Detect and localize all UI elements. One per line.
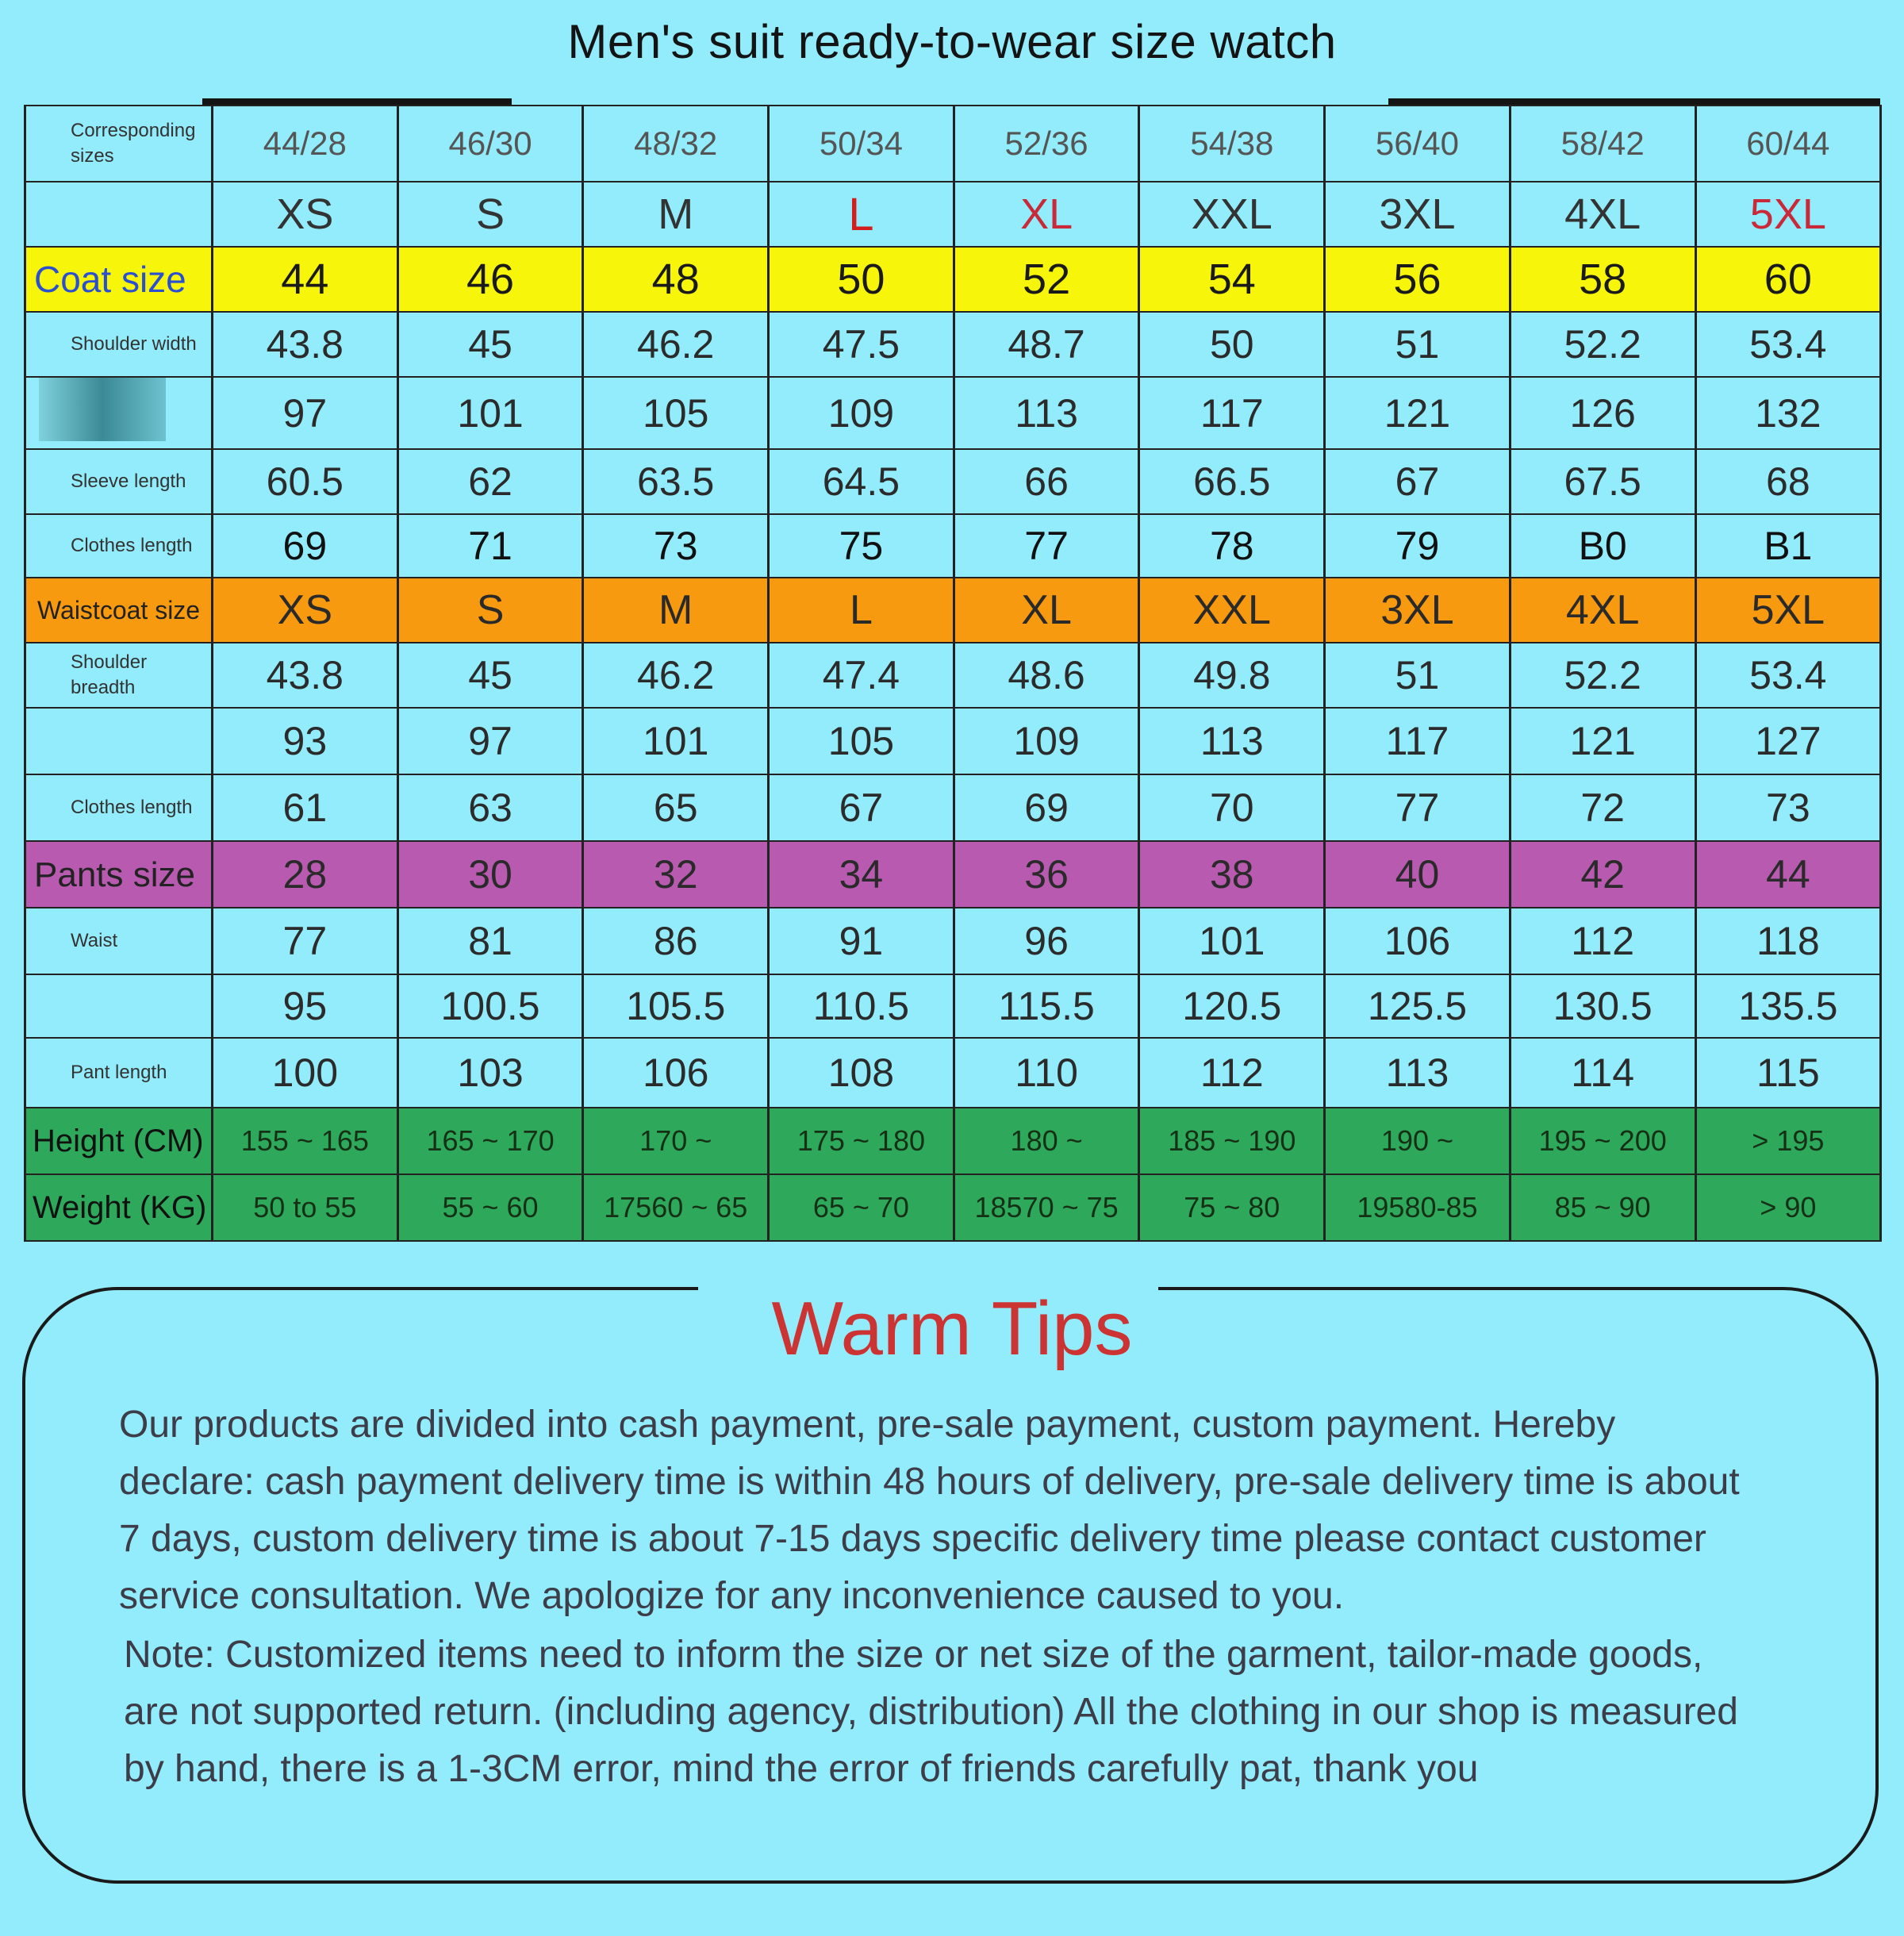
row-coat-clothes-length-cell: 75 [769,514,954,578]
row-sleeve-length-cell: 66.5 [1139,449,1325,514]
row-vest-chest-cell: 93 [213,708,398,774]
row-shoulder-width-cell: 53.4 [1695,312,1881,377]
row-waist-cell: 96 [954,908,1139,974]
row-weight [25,1174,1881,1241]
row-waist-cell: 106 [1325,908,1511,974]
row-coat-size-cell: 44 [213,247,398,312]
warm-tips-note: Note: Customized items need to inform the size or net size of the garment, tailor-made goods, are not supported return. (including agency, distribution) All the clothing in our shop is measured by hand, there is a 1-3CM error, mind the error of friends carefully pat, thank you [124,1634,1738,1790]
row-waistcoat-size-cell: XXL [1139,578,1325,643]
row-chest-cell: 117 [1139,377,1325,449]
row-coat-size-cell: 48 [583,247,769,312]
row-chest-cell: 109 [769,377,954,449]
row-sleeve-length-cell: 67.5 [1510,449,1695,514]
row-codes-cell: 48/32 [583,106,769,182]
row-shoulder-breadth-cell: 43.8 [213,643,398,708]
row-codes-cell: 50/34 [769,106,954,182]
row-codes [25,106,1881,182]
row-waist-cell: 112 [1510,908,1695,974]
row-waistcoat-size-cell: 3XL [1325,578,1511,643]
row-letters-cell: XS [213,182,398,247]
row-hip-cell: 95 [213,974,398,1038]
row-codes-cell: 58/42 [1510,106,1695,182]
row-waistcoat-size-cell: M [583,578,769,643]
row-letters-label [25,182,213,247]
row-pants-size-cell: 40 [1325,841,1511,908]
row-waistcoat-size [25,578,1881,643]
row-pant-length-cell: 113 [1325,1038,1511,1108]
row-pants-size-cell: 38 [1139,841,1325,908]
row-pants-size-cell: 32 [583,841,769,908]
row-vest-chest-cell: 97 [397,708,583,774]
row-sleeve-length-label: Sleeve length [25,449,213,514]
row-height-cell: 170 ~ [583,1108,769,1174]
row-coat-clothes-length-cell: 73 [583,514,769,578]
row-hip-cell: 130.5 [1510,974,1695,1038]
row-codes-cell: 54/38 [1139,106,1325,182]
row-vest-clothes-length-cell: 67 [769,774,954,841]
row-chest-cell: 132 [1695,377,1881,449]
row-shoulder-breadth-cell: 52.2 [1510,643,1695,708]
row-hip-cell: 105.5 [583,974,769,1038]
row-height-cell: 185 ~ 190 [1139,1108,1325,1174]
row-shoulder-breadth-cell: 51 [1325,643,1511,708]
row-pant-length-label: Pant length [25,1038,213,1108]
row-sleeve-length [25,449,1881,514]
row-pants-size [25,841,1881,908]
row-height-cell: 180 ~ [954,1108,1139,1174]
row-coat-clothes-length-cell: 79 [1325,514,1511,578]
row-vest-clothes-length-cell: 61 [213,774,398,841]
row-pant-length-cell: 115 [1695,1038,1881,1108]
row-vest-chest-cell: 109 [954,708,1139,774]
row-coat-clothes-length-cell: 78 [1139,514,1325,578]
row-chest-label [25,377,213,449]
row-chest-cell: 126 [1510,377,1695,449]
row-pant-length-cell: 114 [1510,1038,1695,1108]
row-chest-cell: 113 [954,377,1139,449]
row-waistcoat-size-cell: XS [213,578,398,643]
row-pant-length-cell: 110 [954,1038,1139,1108]
top-divider-left [202,98,512,105]
row-shoulder-breadth-cell: 49.8 [1139,643,1325,708]
row-coat-size-cell: 60 [1695,247,1881,312]
row-vest-clothes-length-cell: 65 [583,774,769,841]
row-vest-chest-cell: 121 [1510,708,1695,774]
row-sleeve-length-cell: 64.5 [769,449,954,514]
row-letters [25,182,1881,247]
row-letters-cell: L [769,182,954,247]
row-shoulder-width-cell: 52.2 [1510,312,1695,377]
row-weight-cell: 85 ~ 90 [1510,1174,1695,1241]
row-hip-cell: 135.5 [1695,974,1881,1038]
row-pant-length-cell: 112 [1139,1038,1325,1108]
row-pant-length-cell: 100 [213,1038,398,1108]
row-codes-label: Corresponding sizes [25,106,213,182]
row-pants-size-label: Pants size [25,841,213,908]
row-codes-cell: 44/28 [213,106,398,182]
row-coat-clothes-length-cell: B0 [1510,514,1695,578]
row-weight-cell: 65 ~ 70 [769,1174,954,1241]
row-waist-cell: 118 [1695,908,1881,974]
row-waistcoat-size-label: Waistcoat size [25,578,213,643]
row-height-cell: 155 ~ 165 [213,1108,398,1174]
row-waistcoat-size-cell: L [769,578,954,643]
row-codes-cell: 60/44 [1695,106,1881,182]
row-chest-cell: 101 [397,377,583,449]
row-pant-length-cell: 108 [769,1038,954,1108]
row-height-cell: 165 ~ 170 [397,1108,583,1174]
row-shoulder-breadth-cell: 45 [397,643,583,708]
row-sleeve-length-cell: 68 [1695,449,1881,514]
row-hip-cell: 120.5 [1139,974,1325,1038]
row-height-cell: > 195 [1695,1108,1881,1174]
row-pants-size-cell: 42 [1510,841,1695,908]
row-shoulder-width-cell: 48.7 [954,312,1139,377]
row-vest-chest-cell: 105 [769,708,954,774]
row-waist-cell: 77 [213,908,398,974]
row-hip-cell: 110.5 [769,974,954,1038]
row-coat-size-cell: 54 [1139,247,1325,312]
row-chest-cell: 97 [213,377,398,449]
row-weight-cell: 75 ~ 80 [1139,1174,1325,1241]
size-table [24,105,1880,1242]
row-weight-cell: 18570 ~ 75 [954,1174,1139,1241]
row-waist-cell: 81 [397,908,583,974]
row-waist-cell: 91 [769,908,954,974]
row-pants-size-cell: 28 [213,841,398,908]
row-hip-cell: 115.5 [954,974,1139,1038]
row-coat-clothes-length-cell: 69 [213,514,398,578]
row-chest-cell: 105 [583,377,769,449]
row-sleeve-length-cell: 67 [1325,449,1511,514]
row-vest-clothes-length-cell: 77 [1325,774,1511,841]
row-hip-cell: 100.5 [397,974,583,1038]
row-shoulder-width-cell: 47.5 [769,312,954,377]
row-weight-cell: 55 ~ 60 [397,1174,583,1241]
row-coat-size-cell: 56 [1325,247,1511,312]
row-waist-cell: 101 [1139,908,1325,974]
row-weight-cell: > 90 [1695,1174,1881,1241]
row-vest-chest [25,708,1881,774]
row-vest-clothes-length-cell: 69 [954,774,1139,841]
row-vest-chest-cell: 117 [1325,708,1511,774]
row-hip-cell: 125.5 [1325,974,1511,1038]
row-coat-size-cell: 50 [769,247,954,312]
row-pant-length-cell: 106 [583,1038,769,1108]
row-vest-chest-label [25,708,213,774]
row-waistcoat-size-cell: XL [954,578,1139,643]
row-coat-size-cell: 52 [954,247,1139,312]
row-coat-clothes-length-cell: 71 [397,514,583,578]
row-pant-length [25,1038,1881,1108]
top-divider-right [1388,98,1880,105]
row-pants-size-cell: 34 [769,841,954,908]
row-sleeve-length-cell: 62 [397,449,583,514]
row-coat-size-cell: 46 [397,247,583,312]
row-sleeve-length-cell: 60.5 [213,449,398,514]
row-waist [25,908,1881,974]
row-waistcoat-size-cell: S [397,578,583,643]
row-hip-label [25,974,213,1038]
row-shoulder-width-cell: 46.2 [583,312,769,377]
row-vest-chest-cell: 101 [583,708,769,774]
row-coat-clothes-length [25,514,1881,578]
row-chest [25,377,1881,449]
row-shoulder-breadth-cell: 48.6 [954,643,1139,708]
row-coat-clothes-length-label: Clothes length [25,514,213,578]
row-waist-label: Waist [25,908,213,974]
row-vest-clothes-length-cell: 73 [1695,774,1881,841]
row-letters-cell: XL [954,182,1139,247]
warm-tips-title: Warm Tips [771,1286,1133,1371]
row-shoulder-width-cell: 51 [1325,312,1511,377]
row-chest-cell: 121 [1325,377,1511,449]
row-height-cell: 195 ~ 200 [1510,1108,1695,1174]
row-pants-size-cell: 44 [1695,841,1881,908]
row-weight-cell: 19580-85 [1325,1174,1511,1241]
row-weight-label: Weight (KG) [25,1174,213,1241]
row-shoulder-width-label: Shoulder width [25,312,213,377]
row-coat-size-cell: 58 [1510,247,1695,312]
row-hip [25,974,1881,1038]
row-letters-cell: 4XL [1510,182,1695,247]
row-waistcoat-size-cell: 4XL [1510,578,1695,643]
row-height-label: Height (CM) [25,1108,213,1174]
row-codes-cell: 52/36 [954,106,1139,182]
row-coat-clothes-length-cell: 77 [954,514,1139,578]
row-shoulder-breadth-label: Shoulder breadth [25,643,213,708]
row-shoulder-breadth-cell: 46.2 [583,643,769,708]
row-shoulder-width-cell: 45 [397,312,583,377]
row-shoulder-breadth [25,643,1881,708]
row-coat-size-label: Coat size [25,247,213,312]
row-pants-size-cell: 36 [954,841,1139,908]
row-pants-size-cell: 30 [397,841,583,908]
row-codes-cell: 46/30 [397,106,583,182]
row-letters-cell: S [397,182,583,247]
row-vest-clothes-length [25,774,1881,841]
row-weight-cell: 17560 ~ 65 [583,1174,769,1241]
row-shoulder-breadth-cell: 53.4 [1695,643,1881,708]
row-letters-cell: XXL [1139,182,1325,247]
row-shoulder-width-cell: 43.8 [213,312,398,377]
row-weight-cell: 50 to 55 [213,1174,398,1241]
row-height [25,1108,1881,1174]
row-shoulder-width-cell: 50 [1139,312,1325,377]
row-vest-clothes-length-cell: 72 [1510,774,1695,841]
warm-tips-text: Our products are divided into cash payment, pre-sale payment, custom payment. Hereby declare: cash payment delivery time is within 48 hours of delivery, pre-sale delivery time is about 7 days, custom delivery time is about 7-15 days specific delivery time please contact customer service consultation. We apologize for any inconvenience caused to you. [119,1404,1740,1617]
row-vest-clothes-length-label: Clothes length [25,774,213,841]
row-coat-clothes-length-cell: B1 [1695,514,1881,578]
row-shoulder-breadth-cell: 47.4 [769,643,954,708]
row-shoulder-width [25,312,1881,377]
row-pant-length-cell: 103 [397,1038,583,1108]
row-waist-cell: 86 [583,908,769,974]
row-height-cell: 175 ~ 180 [769,1108,954,1174]
page-title: Men's suit ready-to-wear size watch [567,15,1337,68]
row-height-cell: 190 ~ [1325,1108,1511,1174]
row-codes-cell: 56/40 [1325,106,1511,182]
row-sleeve-length-cell: 66 [954,449,1139,514]
row-vest-clothes-length-cell: 63 [397,774,583,841]
row-waistcoat-size-cell: 5XL [1695,578,1881,643]
row-coat-size [25,247,1881,312]
row-letters-cell: 3XL [1325,182,1511,247]
blurred-label-swatch [39,378,166,441]
row-vest-clothes-length-cell: 70 [1139,774,1325,841]
row-vest-chest-cell: 127 [1695,708,1881,774]
row-sleeve-length-cell: 63.5 [583,449,769,514]
row-vest-chest-cell: 113 [1139,708,1325,774]
row-letters-cell: 5XL [1695,182,1881,247]
row-letters-cell: M [583,182,769,247]
